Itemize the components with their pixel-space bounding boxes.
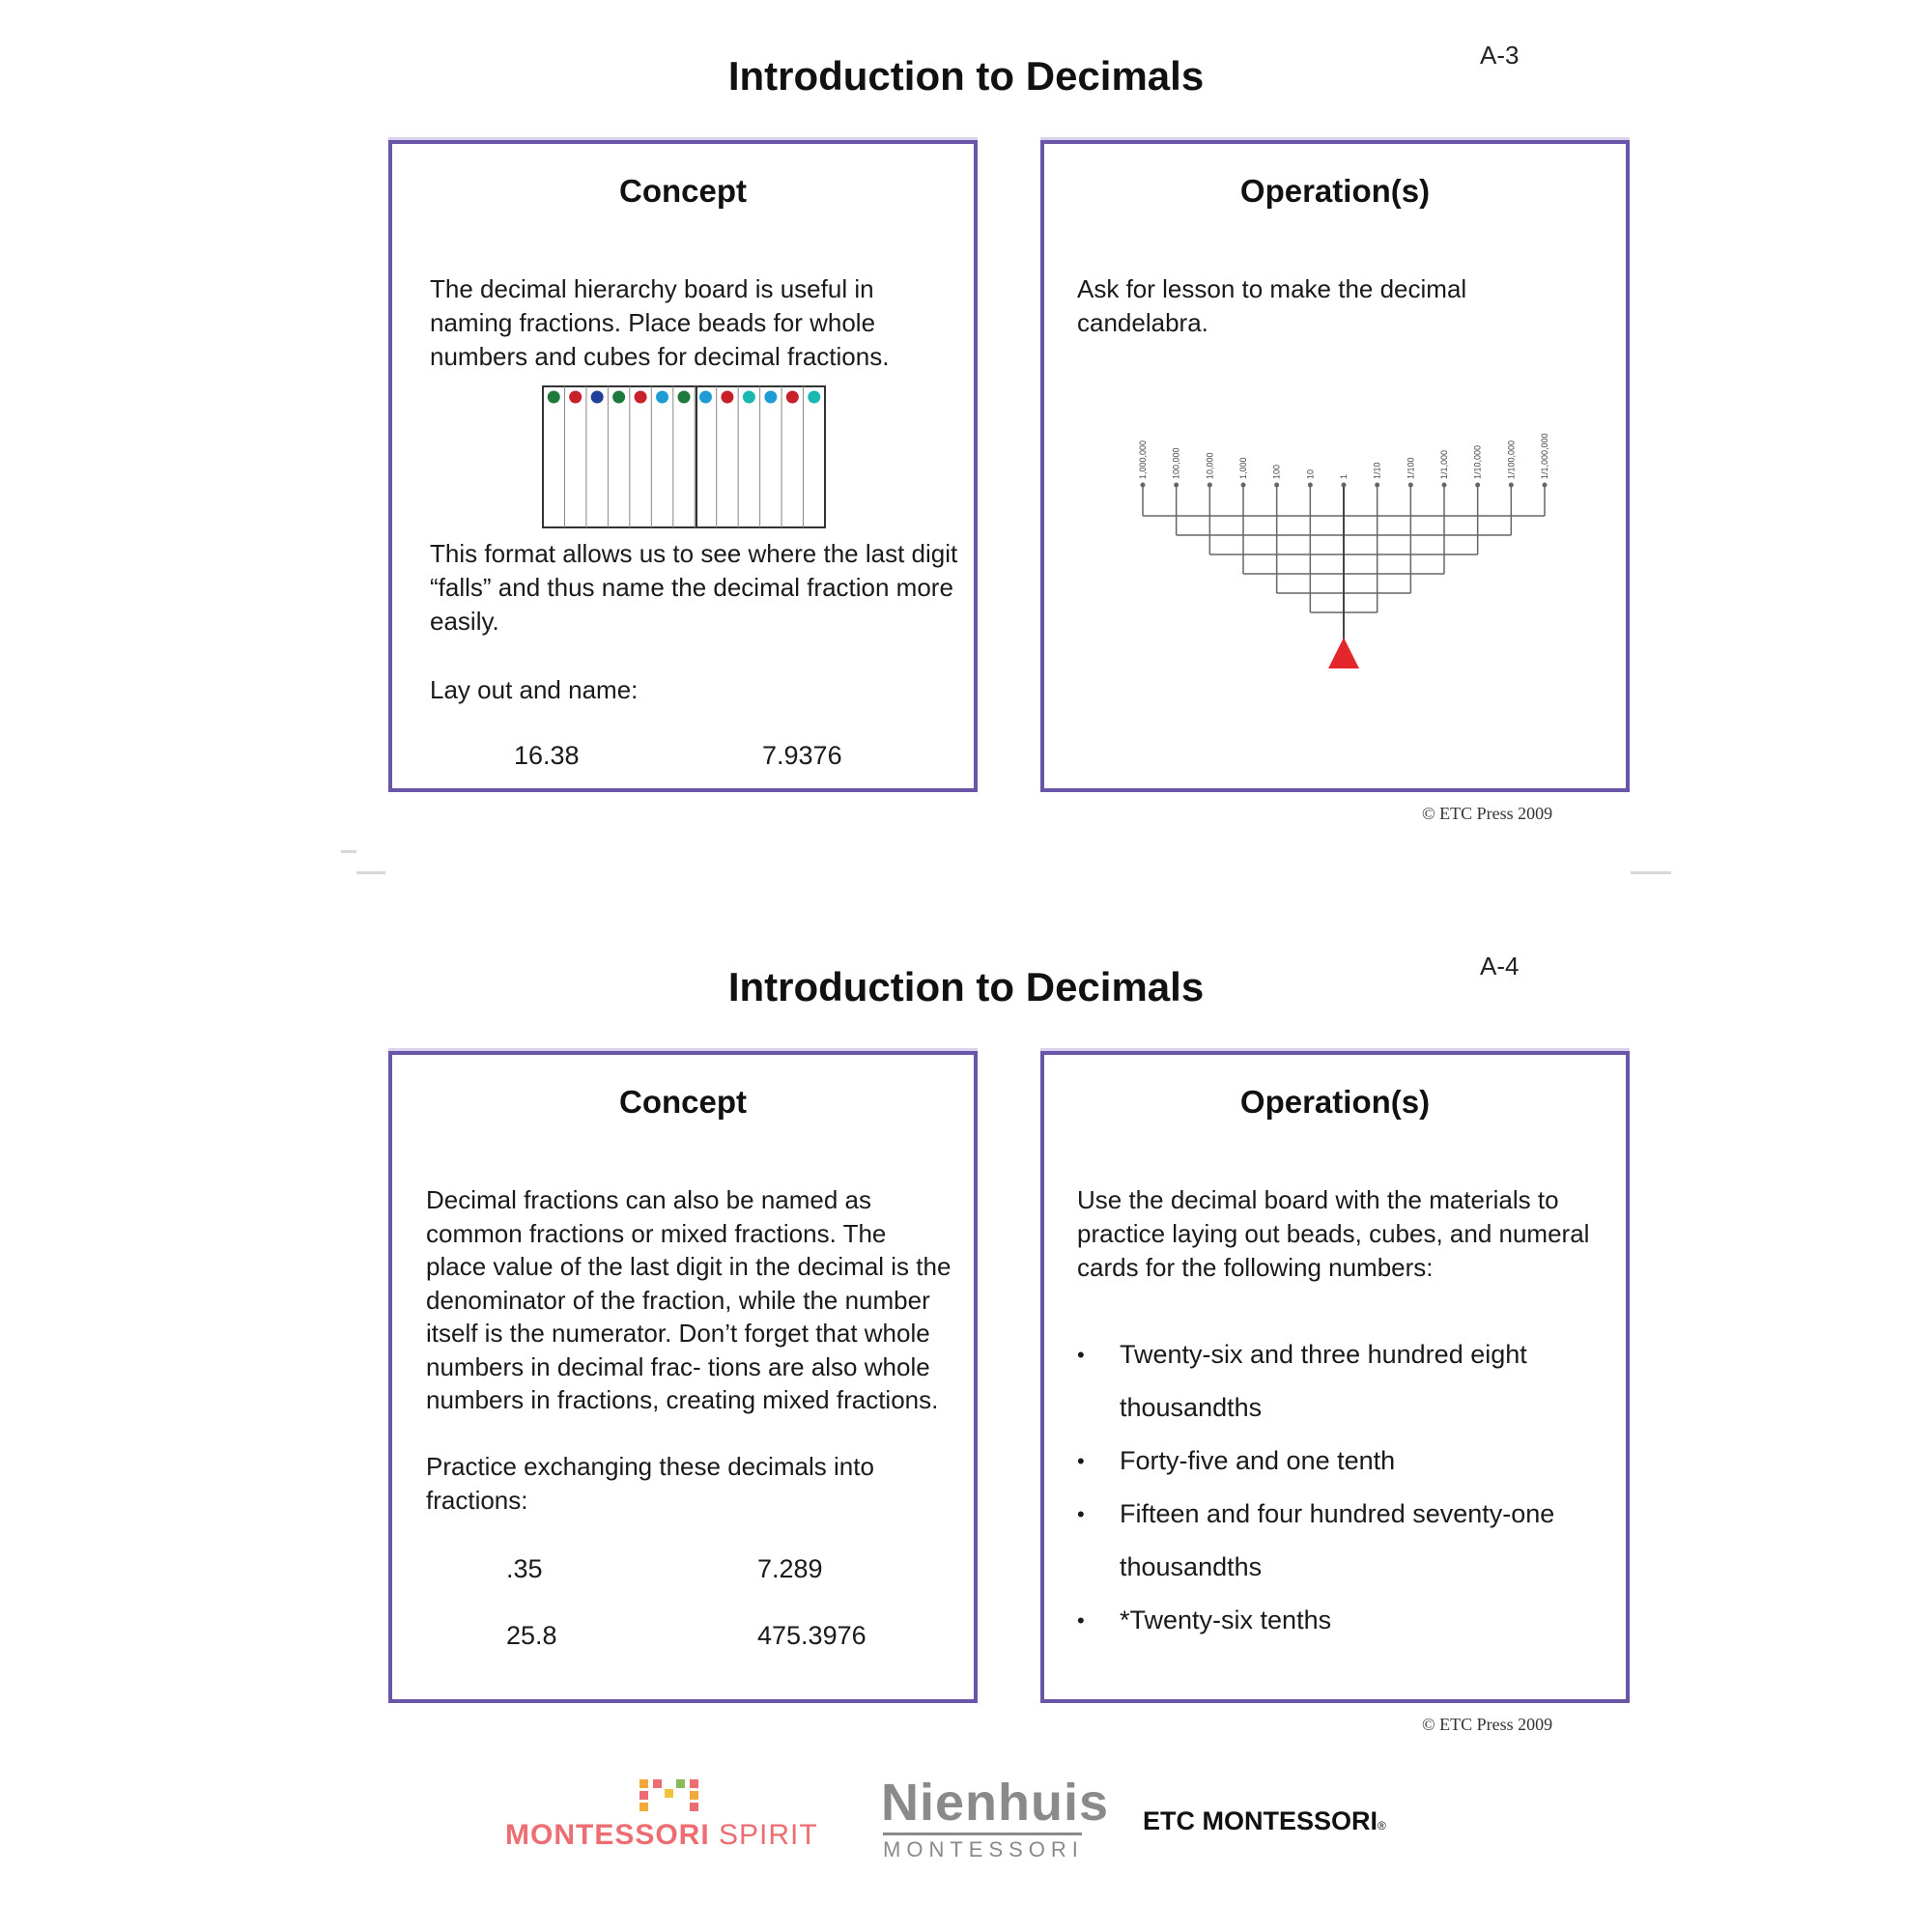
- bead: [678, 391, 691, 404]
- card-code-a3: A-3: [1480, 41, 1520, 70]
- practice-number: 25.8: [506, 1621, 557, 1650]
- concept-panel-a3: [388, 140, 978, 792]
- nienhuis-logo: Nienhuis: [881, 1774, 1110, 1832]
- candle-tip: [1308, 483, 1313, 488]
- bead: [612, 391, 625, 404]
- decimal-candelabra-illustration: [1131, 410, 1556, 670]
- candle-tip: [1208, 483, 1212, 488]
- concept-heading: Concept: [619, 173, 747, 209]
- list-item: • Forty-five and one tenth: [1077, 1435, 1560, 1488]
- candle-tip: [1375, 483, 1379, 488]
- candle-tip: [1475, 483, 1480, 488]
- candle-label: 1/100: [1406, 457, 1416, 479]
- bead: [743, 391, 755, 404]
- operation-text: Ask for lesson to make the decimal candelabra.: [1077, 274, 1467, 337]
- practice-number: 7.289: [757, 1554, 823, 1583]
- candle-tip: [1442, 483, 1447, 488]
- practice-number: 7.9376: [762, 741, 842, 770]
- page-title-a3: Introduction to Decimals: [727, 53, 1205, 99]
- bead: [786, 391, 799, 404]
- concept-text: The decimal hierarchy board is useful in naming fractions. Place beads for whole numbers and cubes for decimal fractions.: [430, 274, 890, 371]
- candle-label: 1,000: [1238, 457, 1248, 479]
- number-list: [1077, 1328, 1560, 1647]
- candle-label: 1/100,000: [1506, 440, 1517, 479]
- list-item: • Twenty-six and three hundred eight thousandths: [1077, 1328, 1560, 1435]
- list-item: • Fifteen and four hundred seventy-one thousandths: [1077, 1488, 1560, 1594]
- candle-label: 10: [1305, 469, 1316, 479]
- montessori-spirit-logo-mark-icon: [638, 1776, 701, 1814]
- practice-number: 16.38: [514, 741, 580, 770]
- separator: [356, 871, 385, 874]
- bead: [699, 391, 712, 404]
- candle-label: 100,000: [1171, 447, 1181, 479]
- practice-number: 475.3976: [757, 1621, 867, 1650]
- bead: [808, 391, 820, 404]
- concept-practice-text: Practice exchanging these decimals into fractions:: [426, 1452, 874, 1515]
- candle-tip: [1241, 483, 1246, 488]
- nienhuis-logo-rule: [883, 1833, 1082, 1835]
- operation-heading: Operation(s): [1239, 173, 1431, 209]
- candle-tip: [1408, 483, 1413, 488]
- copyright-a3: © ETC Press 2009: [1422, 804, 1553, 823]
- practice-number: .35: [506, 1554, 543, 1583]
- operation-panel-a3: [1040, 140, 1630, 792]
- nienhuis-logo-subtitle: MONTESSORI: [883, 1837, 1084, 1861]
- candle-tip: [1274, 483, 1279, 488]
- montessori-spirit-logo: MONTESSORI SPIRIT: [505, 1819, 818, 1851]
- list-item: • *Twenty-six tenths: [1077, 1594, 1560, 1647]
- candle-tip: [1174, 483, 1179, 488]
- bead: [548, 391, 560, 404]
- operation-panel-a4: [1040, 1051, 1630, 1703]
- bead: [591, 391, 604, 404]
- etc-montessori-logo: ETC MONTESSORI®: [1143, 1806, 1386, 1835]
- candle-tip: [1543, 483, 1548, 488]
- candle-label: 1: [1339, 473, 1349, 479]
- candle-label: 100: [1271, 464, 1282, 479]
- page-title-a4: Introduction to Decimals: [727, 964, 1205, 1009]
- candle-label: 1/10,000: [1472, 444, 1483, 479]
- bead: [569, 391, 582, 404]
- candle-label: 10,000: [1205, 452, 1215, 479]
- candle-tip: [1342, 483, 1347, 488]
- bead: [656, 391, 668, 404]
- concept-panel-a4: [388, 1051, 978, 1703]
- copyright-a4: © ETC Press 2009: [1422, 1715, 1553, 1734]
- separator: [1631, 871, 1671, 874]
- concept-prompt: Lay out and name:: [430, 675, 639, 704]
- separator: [341, 850, 356, 853]
- bead: [635, 391, 647, 404]
- concept-text: Decimal fractions can also be named as common fractions or mixed fractions. The place value of the last digit in the decimal is the denominator of the fraction, while the number itself is the numerator. Don’t forget that whole numbers in decimal frac- tions are also whole numbers in fractions, creating mixed fractions.: [426, 1185, 952, 1414]
- candle-label: 1/1,000,000: [1540, 433, 1549, 479]
- candle-tip: [1141, 483, 1146, 488]
- bead: [764, 391, 777, 404]
- candle-label: 1,000,000: [1138, 440, 1148, 479]
- candle-tip: [1509, 483, 1514, 488]
- concept-explanation: This format allows us to see where the last digit “falls” and thus name the decimal fraction more easily.: [430, 539, 958, 636]
- concept-heading: Concept: [619, 1084, 747, 1120]
- operation-text: Use the decimal board with the materials to practice laying out beads, cubes, and numeral cards for the following numbers:: [1077, 1185, 1590, 1282]
- flame-icon: [1328, 638, 1359, 668]
- card-code-a4: A-4: [1480, 952, 1520, 980]
- operation-heading: Operation(s): [1239, 1084, 1431, 1120]
- hierarchy-board-illustration: [542, 385, 828, 530]
- candle-label: 1/10: [1372, 462, 1382, 479]
- candle-label: 1/1,000: [1439, 449, 1449, 479]
- bead: [721, 391, 733, 404]
